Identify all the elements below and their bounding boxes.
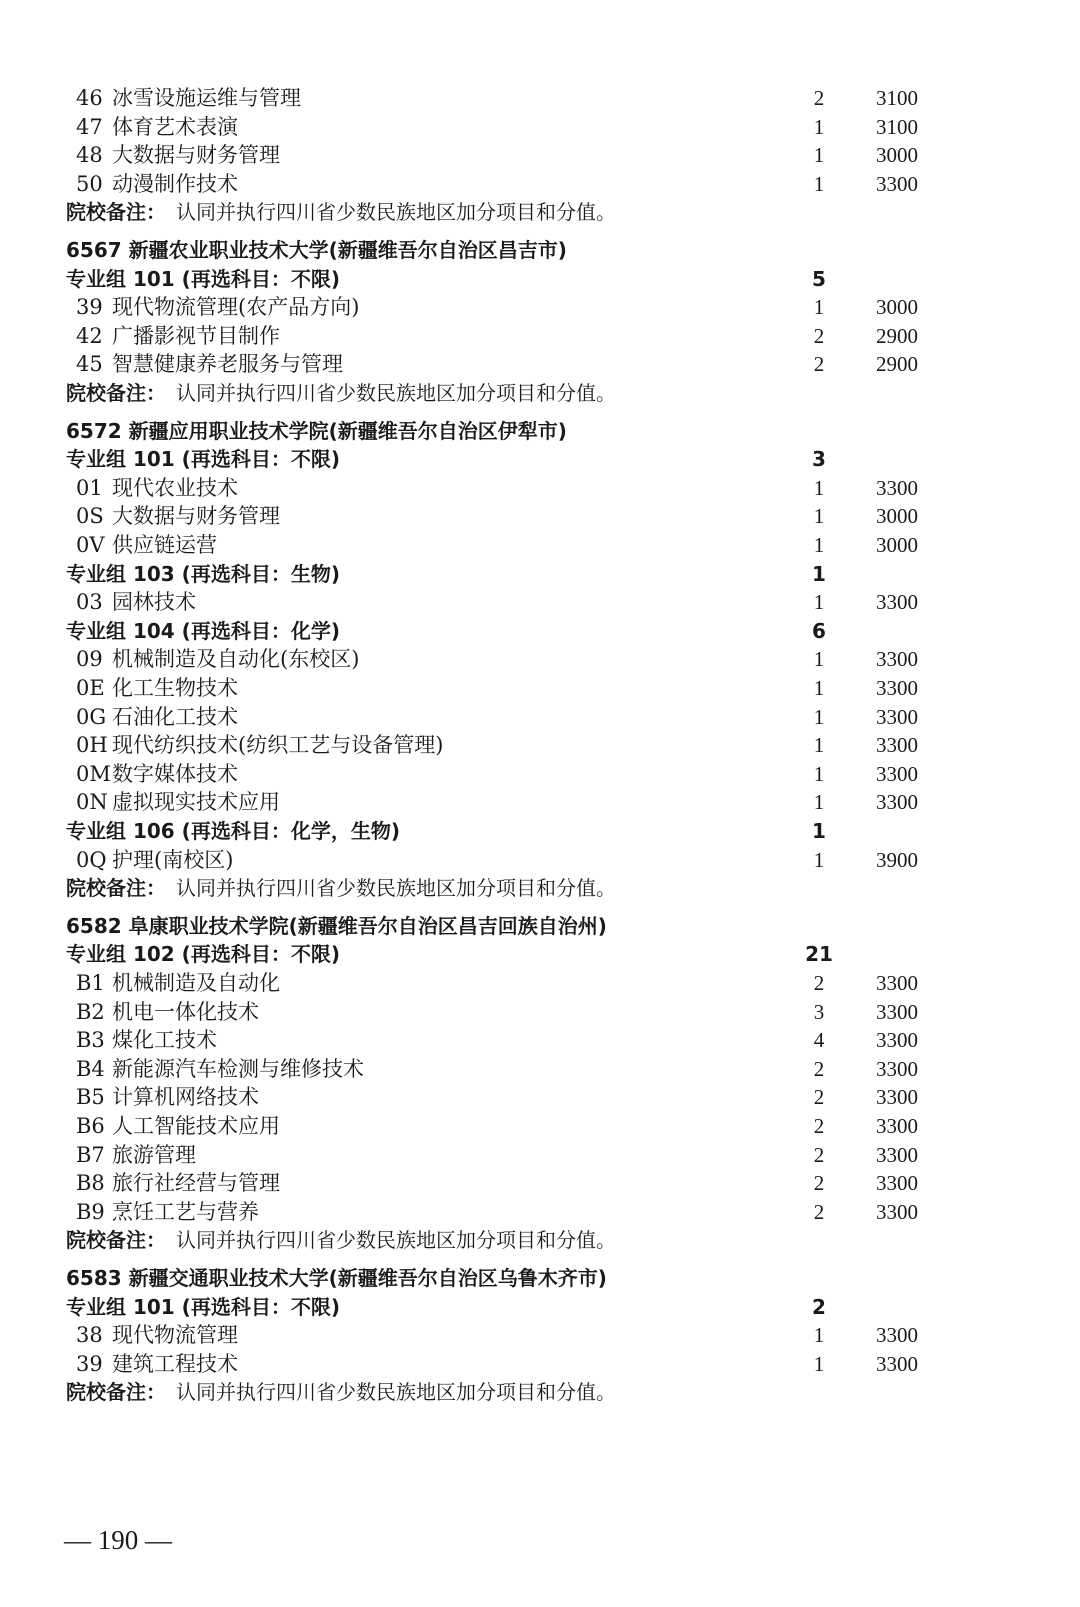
major-group-row: [0, 445, 1080, 473]
major-plan-count: 2: [813, 1114, 825, 1138]
remark-label: 院校备注：: [66, 200, 166, 225]
major-code: B3: [76, 1028, 105, 1053]
major-row: [0, 293, 1080, 321]
major-group-count: 6: [812, 618, 826, 643]
major-row: [0, 760, 1080, 788]
major-plan-count: 1: [813, 1323, 825, 1348]
major-name: 旅行社经营与管理: [112, 1171, 280, 1196]
major-code: 0Q: [76, 847, 107, 872]
major-tuition: 3300: [876, 704, 918, 729]
major-row: [0, 1026, 1080, 1054]
major-row: [0, 1055, 1080, 1083]
major-name: 建筑工程技术: [112, 1351, 238, 1376]
major-plan-count: 1: [813, 590, 825, 615]
major-code: 50: [76, 171, 103, 196]
major-tuition: 3000: [876, 295, 918, 320]
major-name: 机电一体化技术: [112, 999, 259, 1024]
major-code: 46: [76, 86, 103, 110]
major-row: [0, 170, 1080, 198]
major-name: 化工生物技术: [112, 676, 238, 700]
major-tuition: 3300: [876, 1142, 918, 1167]
institution-remark: [0, 874, 1080, 902]
major-code: 0V: [76, 533, 105, 557]
major-tuition: 3300: [876, 1171, 918, 1196]
major-group-row: [0, 265, 1080, 293]
major-plan-count: 1: [813, 114, 825, 139]
institution-title: 6572 新疆应用职业技术学院(新疆维吾尔自治区伊犁市): [66, 418, 567, 443]
major-row: [0, 1169, 1080, 1197]
major-group-count: 1: [812, 561, 826, 586]
institution-remark: [0, 1378, 1080, 1406]
major-plan-count: 1: [813, 295, 825, 320]
major-code: 0N: [76, 790, 108, 815]
major-tuition: 3100: [876, 86, 918, 110]
major-row: [0, 645, 1080, 673]
major-plan-count: 1: [813, 847, 825, 872]
major-name: 机械制造及自动化(东校区): [112, 647, 360, 672]
major-tuition: 3300: [876, 1199, 918, 1224]
major-name: 体育艺术表演: [112, 114, 238, 139]
major-group-title: 专业组 104 (再选科目：化学): [66, 618, 340, 643]
major-code: 42: [76, 323, 103, 348]
major-name: 大数据与财务管理: [112, 143, 280, 168]
institution-header: [0, 1264, 1080, 1292]
major-code: B9: [76, 1199, 105, 1224]
major-row: [0, 588, 1080, 616]
major-tuition: 3300: [876, 733, 918, 758]
remark-label: 院校备注：: [66, 381, 166, 405]
major-tuition: 3100: [876, 114, 918, 139]
major-name: 现代纺织技术(纺织工艺与设备管理): [112, 733, 444, 758]
major-row: [0, 703, 1080, 731]
major-group-count: 21: [805, 942, 833, 967]
major-code: B7: [76, 1142, 105, 1167]
major-code: 03: [76, 590, 103, 615]
major-row: [0, 113, 1080, 141]
major-tuition: 3000: [876, 504, 918, 529]
major-plan-count: 2: [813, 1085, 825, 1110]
major-group-title: 专业组 103 (再选科目：生物): [66, 561, 340, 586]
major-tuition: 3300: [876, 790, 918, 815]
major-row: [0, 1112, 1080, 1140]
major-tuition: 3300: [876, 171, 918, 196]
major-group-count: 2: [812, 1294, 826, 1319]
major-plan-count: 2: [813, 1142, 825, 1167]
major-plan-count: 2: [813, 1199, 825, 1224]
major-name: 机械制造及自动化: [112, 971, 280, 995]
major-name: 虚拟现实技术应用: [112, 790, 280, 815]
major-row: [0, 322, 1080, 350]
major-group-row: [0, 560, 1080, 588]
major-plan-count: 3: [813, 999, 825, 1024]
major-tuition: 3300: [876, 1351, 918, 1376]
major-group-count: 3: [812, 447, 826, 472]
major-code: B5: [76, 1085, 105, 1110]
major-code: 48: [76, 143, 103, 168]
major-plan-count: 1: [813, 475, 825, 500]
major-code: 01: [76, 475, 103, 500]
major-plan-count: 1: [813, 733, 825, 758]
major-plan-count: 1: [813, 171, 825, 196]
major-group-count: 1: [812, 819, 826, 843]
major-code: B2: [76, 999, 105, 1024]
institution-remark: [0, 1226, 1080, 1254]
major-tuition: 3300: [876, 1085, 918, 1110]
major-row: [0, 788, 1080, 816]
major-code: 0G: [76, 704, 107, 729]
major-plan-count: 1: [813, 704, 825, 729]
major-group-title: 专业组 102 (再选科目：不限): [66, 942, 340, 967]
major-code: 0H: [76, 733, 108, 758]
major-tuition: 3300: [876, 1114, 918, 1138]
major-group-title: 专业组 101 (再选科目：不限): [66, 1294, 340, 1319]
major-row: [0, 846, 1080, 874]
major-code: B6: [76, 1114, 105, 1138]
institution-header: [0, 912, 1080, 940]
major-row: [0, 1141, 1080, 1169]
major-tuition: 3300: [876, 999, 918, 1024]
major-plan-count: 1: [813, 504, 825, 529]
major-row: [0, 1321, 1080, 1349]
major-code: B8: [76, 1171, 105, 1196]
major-tuition: 2900: [876, 323, 918, 348]
major-group-row: [0, 1293, 1080, 1321]
major-name: 广播影视节目制作: [112, 323, 280, 348]
institution-header: [0, 236, 1080, 264]
major-plan-count: 2: [813, 1171, 825, 1196]
major-row: [0, 998, 1080, 1026]
remark-text: 认同并执行四川省少数民族地区加分项目和分值。: [176, 1380, 616, 1405]
major-code: 09: [76, 647, 103, 672]
institution-title: 6567 新疆农业职业技术大学(新疆维吾尔自治区昌吉市): [66, 238, 567, 262]
major-tuition: 3300: [876, 971, 918, 995]
major-code: 0S: [76, 504, 104, 529]
remark-text: 认同并执行四川省少数民族地区加分项目和分值。: [176, 876, 616, 901]
major-tuition: 3300: [876, 1028, 918, 1053]
major-row: [0, 1350, 1080, 1378]
major-name: 数字媒体技术: [112, 761, 238, 786]
major-tuition: 3300: [876, 676, 918, 700]
major-row: [0, 969, 1080, 997]
major-name: 现代物流管理: [112, 1323, 238, 1348]
major-name: 煤化工技术: [112, 1028, 217, 1053]
major-plan-count: 1: [813, 143, 825, 168]
major-name: 大数据与财务管理: [112, 504, 280, 529]
major-plan-count: 1: [813, 1351, 825, 1376]
major-code: 0M: [76, 761, 111, 786]
major-plan-count: 1: [813, 790, 825, 815]
major-plan-count: 2: [813, 971, 825, 995]
institution-header: [0, 417, 1080, 445]
remark-text: 认同并执行四川省少数民族地区加分项目和分值。: [176, 200, 616, 225]
major-row: [0, 1083, 1080, 1111]
major-name: 现代农业技术: [112, 475, 238, 500]
major-plan-count: 4: [813, 1028, 825, 1053]
major-tuition: 3300: [876, 475, 918, 500]
major-name: 旅游管理: [112, 1142, 196, 1167]
major-tuition: 2900: [876, 352, 918, 377]
major-name: 烹饪工艺与营养: [112, 1199, 259, 1224]
remark-text: 认同并执行四川省少数民族地区加分项目和分值。: [176, 381, 616, 405]
major-row: [0, 84, 1080, 112]
major-tuition: 3300: [876, 590, 918, 615]
major-tuition: 3300: [876, 1323, 918, 1348]
major-name: 计算机网络技术: [112, 1085, 259, 1110]
major-name: 供应链运营: [112, 533, 217, 557]
major-row: [0, 141, 1080, 169]
major-group-title: 专业组 106 (再选科目：化学，生物): [66, 819, 400, 843]
major-name: 人工智能技术应用: [112, 1114, 280, 1138]
major-row: [0, 531, 1080, 559]
major-plan-count: 1: [813, 533, 825, 557]
major-tuition: 3300: [876, 761, 918, 786]
major-group-row: [0, 817, 1080, 845]
major-code: 38: [76, 1323, 103, 1348]
major-row: [0, 350, 1080, 378]
major-plan-count: 1: [813, 676, 825, 700]
major-name: 护理(南校区): [112, 847, 234, 872]
major-name: 智慧健康养老服务与管理: [112, 352, 343, 377]
major-name: 园林技术: [112, 590, 196, 615]
major-row: [0, 474, 1080, 502]
major-code: 0E: [76, 676, 105, 700]
major-plan-count: 1: [813, 647, 825, 672]
major-code: 39: [76, 1351, 103, 1376]
major-code: B4: [76, 1056, 105, 1081]
major-plan-count: 1: [813, 761, 825, 786]
major-name: 动漫制作技术: [112, 171, 238, 196]
major-name: 冰雪设施运维与管理: [112, 86, 301, 110]
institution-remark: [0, 198, 1080, 226]
major-group-row: [0, 940, 1080, 968]
major-code: 39: [76, 295, 103, 320]
institution-title: 6583 新疆交通职业技术大学(新疆维吾尔自治区乌鲁木齐市): [66, 1266, 607, 1290]
remark-text: 认同并执行四川省少数民族地区加分项目和分值。: [176, 1228, 616, 1253]
major-tuition: 3300: [876, 647, 918, 672]
major-row: [0, 1198, 1080, 1226]
major-group-row: [0, 617, 1080, 645]
major-row: [0, 502, 1080, 530]
remark-label: 院校备注：: [66, 1228, 166, 1253]
major-tuition: 3300: [876, 1056, 918, 1081]
major-code: 47: [76, 114, 103, 139]
major-code: 45: [76, 352, 103, 377]
major-row: [0, 731, 1080, 759]
page-number: — 190 —: [64, 1525, 172, 1555]
major-group-title: 专业组 101 (再选科目：不限): [66, 266, 340, 291]
major-tuition: 3000: [876, 533, 918, 557]
major-plan-count: 2: [813, 352, 825, 377]
major-plan-count: 2: [813, 323, 825, 348]
major-row: [0, 674, 1080, 702]
major-group-title: 专业组 101 (再选科目：不限): [66, 447, 340, 472]
major-tuition: 3000: [876, 143, 918, 168]
institution-remark: [0, 379, 1080, 407]
major-tuition: 3900: [876, 847, 918, 872]
major-plan-count: 2: [813, 1056, 825, 1081]
major-code: B1: [76, 971, 105, 995]
major-name: 新能源汽车检测与维修技术: [112, 1056, 364, 1081]
major-name: 石油化工技术: [112, 704, 238, 729]
remark-label: 院校备注：: [66, 876, 166, 901]
major-group-count: 5: [812, 266, 826, 291]
remark-label: 院校备注：: [66, 1380, 166, 1405]
major-plan-count: 2: [813, 86, 825, 110]
major-name: 现代物流管理(农产品方向): [112, 295, 360, 320]
institution-title: 6582 阜康职业技术学院(新疆维吾尔自治区昌吉回族自治州): [66, 913, 607, 938]
